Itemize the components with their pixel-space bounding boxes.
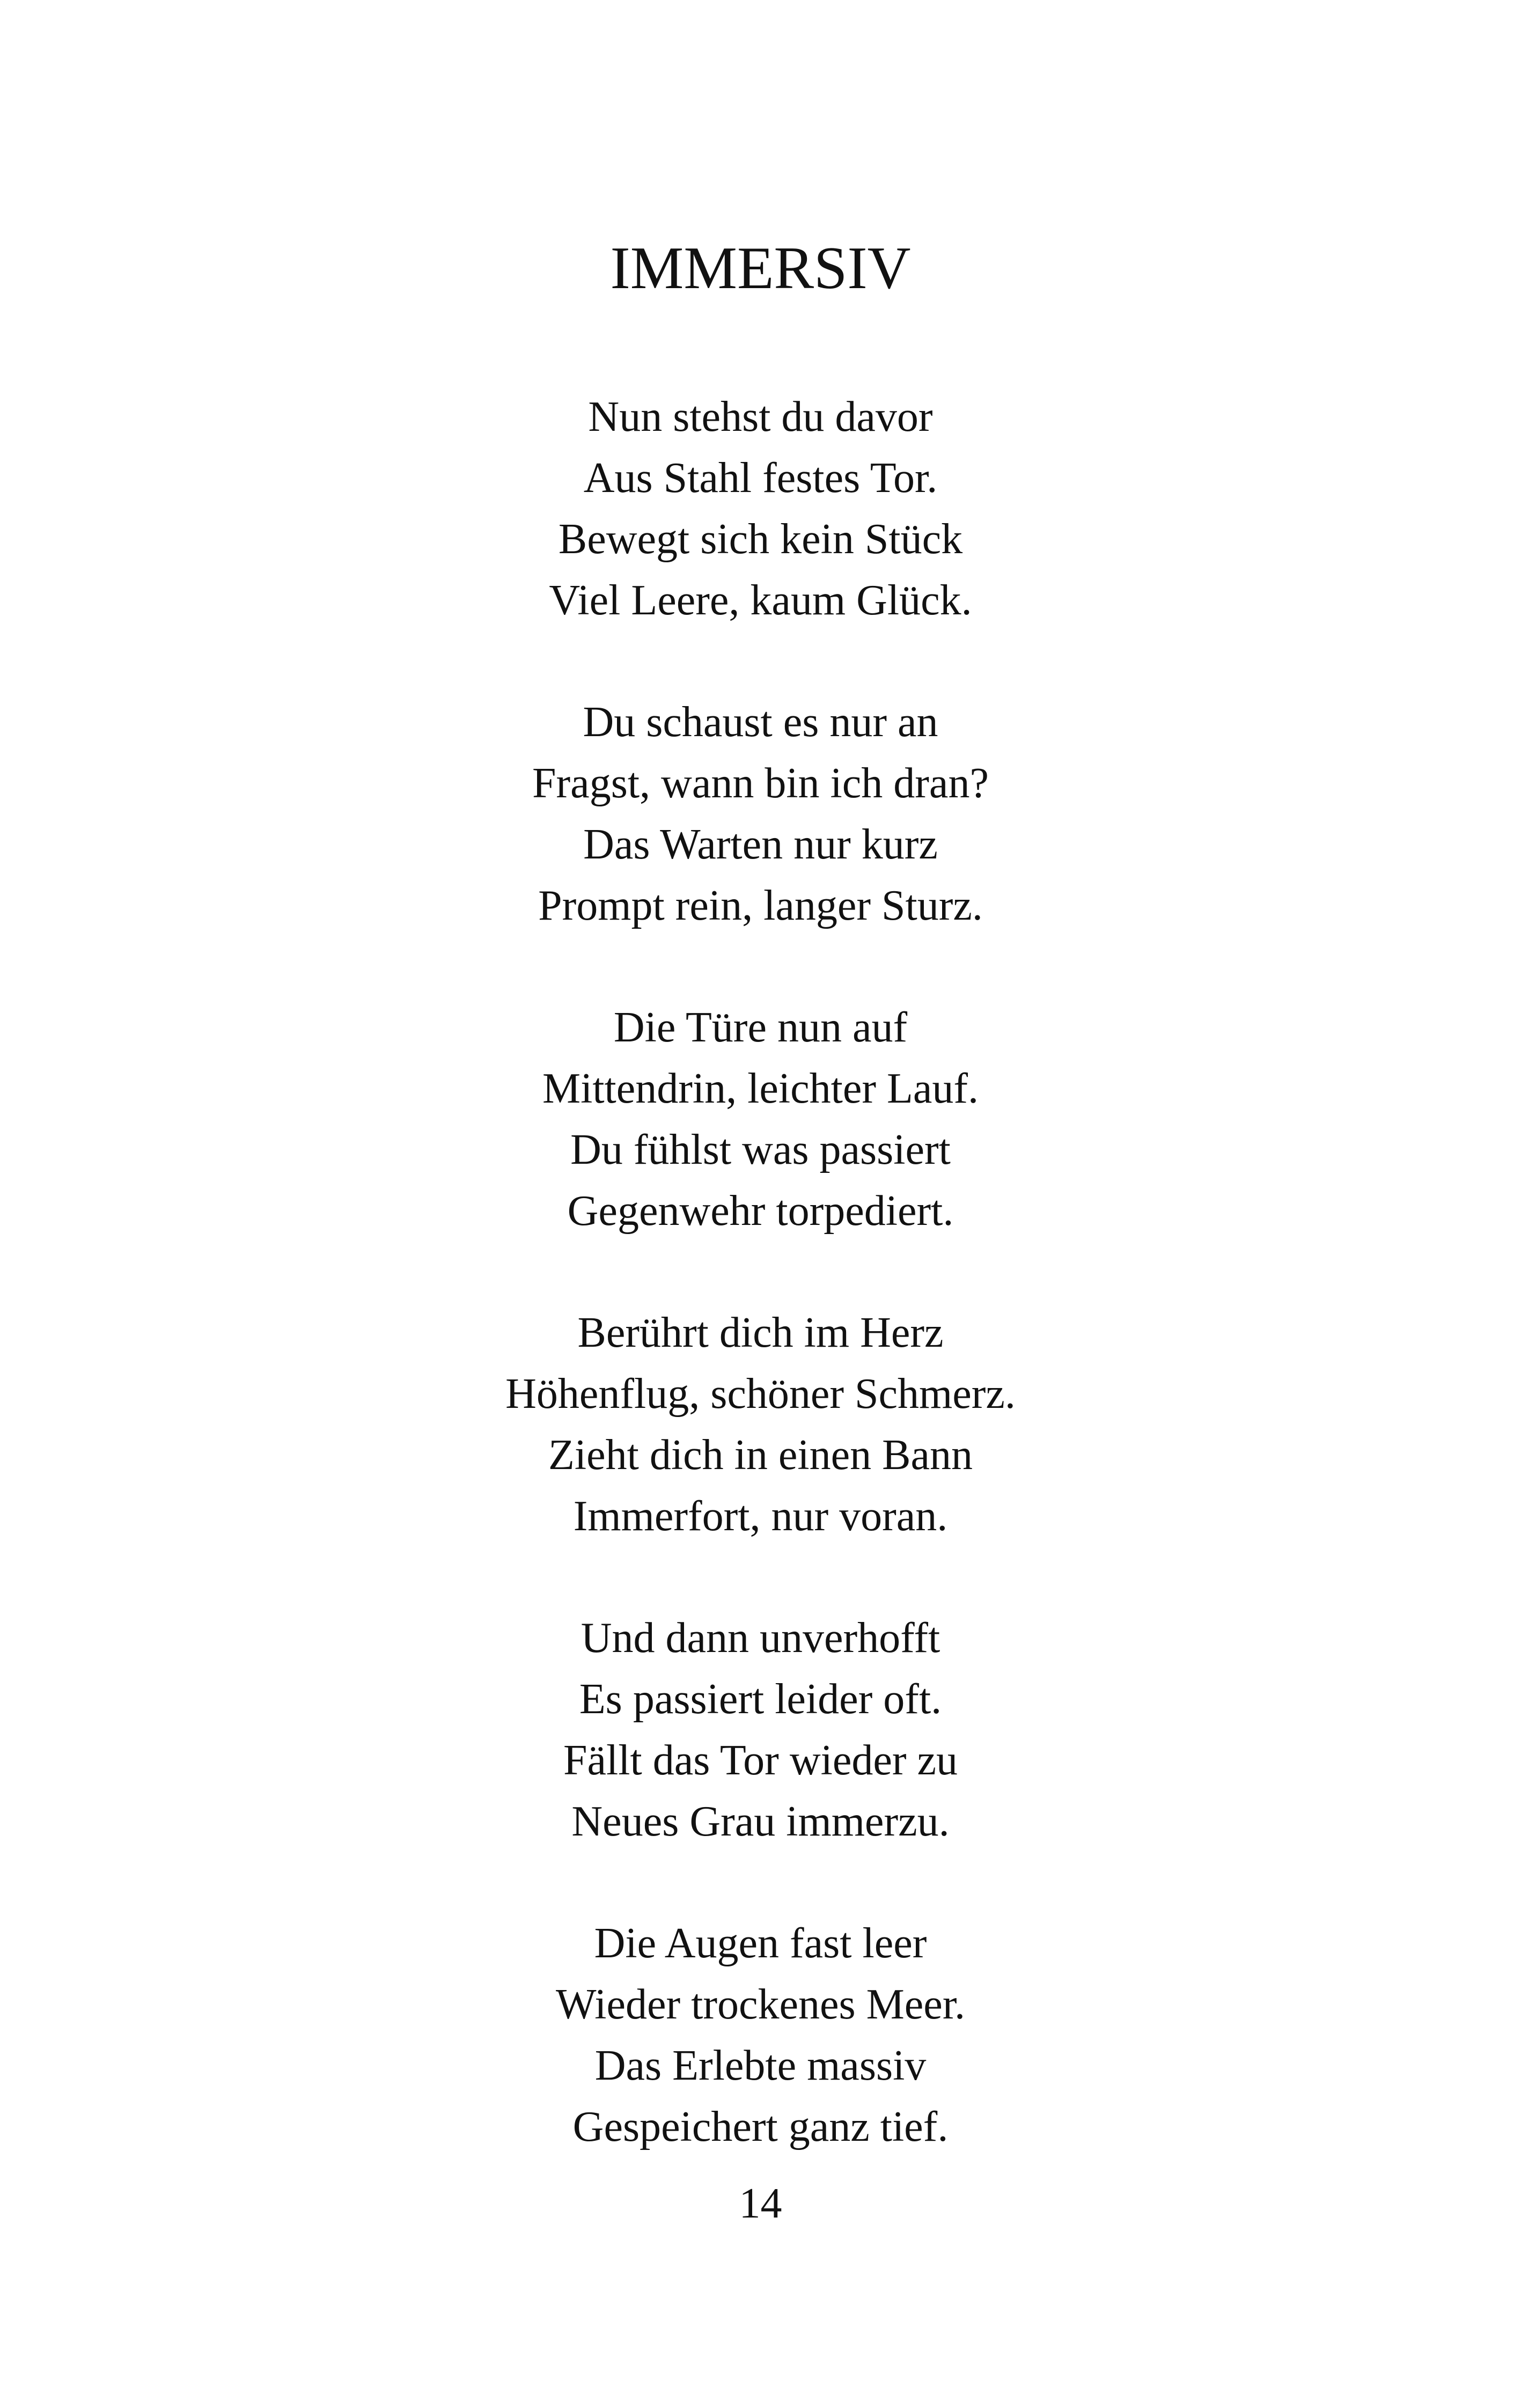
stanza-2 <box>0 692 1521 936</box>
poem-line: Fragst, wann bin ich dran? <box>532 760 989 807</box>
poem-line: Und dann unverhofft <box>581 1614 940 1662</box>
poem-title: IMMERSIV <box>610 235 911 302</box>
poem-line: Bewegt sich kein Stück <box>558 516 963 563</box>
poem-line: Immerfort, nur voran. <box>573 1493 948 1540</box>
poem-line: Neues Grau immerzu. <box>571 1798 950 1845</box>
poem-line: Mittendrin, leichter Lauf. <box>542 1065 979 1112</box>
poem-line: Es passiert leider oft. <box>579 1676 942 1723</box>
poem-body <box>0 386 1521 2218</box>
poem-line: Berührt dich im Herz <box>577 1309 944 1356</box>
poem-line: Viel Leere, kaum Glück. <box>549 577 972 624</box>
poem-line: Gegenwehr torpediert. <box>567 1187 954 1235</box>
stanza-5 <box>0 1607 1521 1852</box>
poem-line: Höhenflug, schöner Schmerz. <box>505 1370 1016 1418</box>
poem-line: Fällt das Tor wieder zu <box>563 1737 958 1784</box>
poem-line: Wieder trockenes Meer. <box>555 1981 966 2028</box>
poem-line: Zieht dich in einen Bann <box>548 1431 973 1479</box>
poem-line: Prompt rein, langer Sturz. <box>538 882 983 929</box>
poem-line: Die Augen fast leer <box>594 1920 927 1967</box>
page-number: 14 <box>739 2180 782 2227</box>
stanza-3 <box>0 997 1521 1242</box>
poem-line: Das Erlebte massiv <box>594 2042 927 2089</box>
poem-line: Du fühlst was passiert <box>570 1126 951 1173</box>
poem-line: Nun stehst du davor <box>588 393 933 441</box>
poem-line: Das Warten nur kurz <box>583 821 938 868</box>
stanza-1 <box>0 386 1521 631</box>
poem-line: Aus Stahl festes Tor. <box>583 454 938 502</box>
poem-line: Du schaust es nur an <box>583 699 938 746</box>
poem-line: Gespeichert ganz tief. <box>572 2103 949 2150</box>
poem-line: Die Türe nun auf <box>613 1004 908 1051</box>
stanza-4 <box>0 1302 1521 1547</box>
stanza-6 <box>0 1913 1521 2157</box>
